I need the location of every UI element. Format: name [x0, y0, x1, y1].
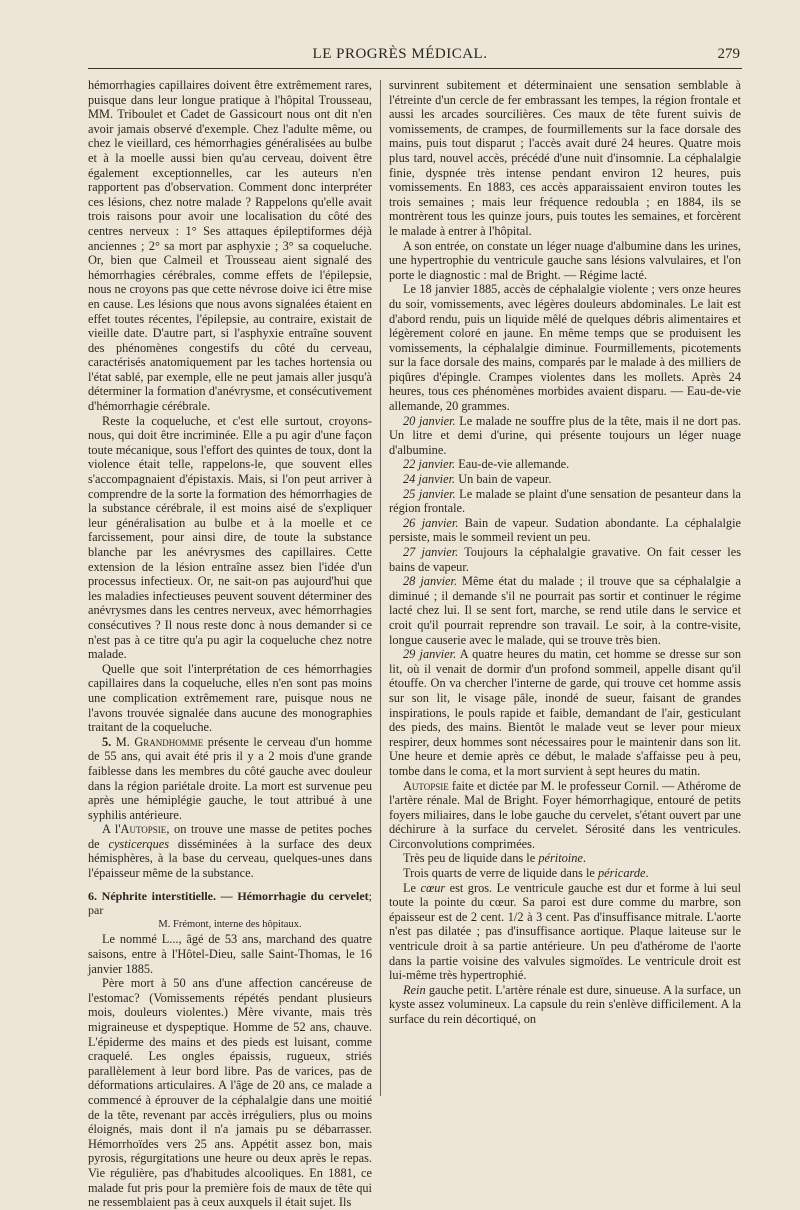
date-label: 28 janvier.	[403, 574, 458, 589]
case-number: 5.	[102, 734, 112, 749]
section-byline: M. Frémont, interne des hôpitaux.	[158, 918, 302, 930]
paragraph: 22 janvier. Eau-de-vie allemande.	[403, 457, 570, 472]
paragraph: Trois quarts de verre de liquide dans le péricarde.	[403, 866, 649, 881]
date-label: 20 janvier.	[403, 413, 456, 428]
paragraph: hémorrhagies capillaires doivent être extrêmement rares, puisque dans leur longue pratique à l'hôpital Trousseau, MM. Triboulet et Cadet de Gassicourt nous ont dit n'en avoir jamais observé d'exemple. Chez l'adulte même, ou chez le vieillard, ces hémorrhagies généralisées au bulbe et à la moelle aussi bien qu'au cerveau, doivent être également exceptionnelles, car les auteurs n'en rapportent pas d'observation. Comment donc interpréter ces lésions, chez notre malade ? Rappelons qu'elle avait trois raisons pour avoir une localisation du côté des centres nerveux : 1° Ses attaques épileptiformes déjà anciennes ; 2° sa mort par asphyxie ; 3° sa coqueluche. Or, bien que Calmeil et Trousseau aient signalé des hémorrhagies cérébrales, comme effets de l'épilepsie, nous ne croyons pas que cette névrose doive ici être mise en cause. Les lésions que nous avons signalées étaient en effet toutes récentes, l'épilepsie, au contraire, existait de vieille date. D'autre part, si l'asphyxie entraîne souvent des phénomènes congestifs du côté du cerveau, caractérisés anatomiquement par les taches hortensia ou l'état sablé, par exemple, elle ne peut jamais aller jusqu'à déterminer la formation d'anévrysme, et consécutivement d'hémorrhagie cérébrale.	[88, 78, 372, 414]
spacer	[88, 881, 372, 889]
right-column	[389, 78, 741, 1100]
paragraph: A son entrée, on constate un léger nuage d'albumine dans les urines, une hypertrophie du ventricule gauche sans lésions valvulaires, et l'on porte le diagnostic : mal de Bright. — Régime lacté.	[389, 238, 741, 282]
paragraph: survinrent subitement et déterminaient une sensation semblable à l'étreinte d'un cercle de fer embrassant les tempes, la région frontale et aussi les arcades sourcilières. Ces maux de tête furent suivis de vomissements, de crampes, de fourmillements sur la face dorsale des mains, puis tout disparut ; l'accès avait duré 24 heures. Quatre mois plus tard, nouvel accès, précédé d'une nuit d'insomnie. La céphalalgie finie, dyspnée très intense pendant environ 12 heures, puis vomissements. En 1883, ces accès apparaissaient environ toutes les trois semaines ; mais leur fréquence redoubla ; en 1884, ils se montrèrent tous les quinze jours, puis toutes les semaines, et forcèrent le malade à entrer à l'hôpital.	[389, 78, 741, 238]
header-rule	[88, 68, 742, 69]
paragraph: 29 janvier. A quatre heures du matin, cet homme se dresse sur son lit, où il venait de dormir d'un profond sommeil, appelle disant qu'il étouffe. On va chercher l'interne de garde, qui trouve cet homme assis sur son lit, le visage pâle, inondé de sueur, faisant de grandes inspirations, le pouls rapide et faible, demandant de l'air, gesticulant des pieds, des mains. Bientôt le malade veut se lever pour mieux respirer, deux hommes sont nécessaires pour le maintenir dans son lit. Une heure et demie après ce début, le malade s'affaisse peu à peu, tombe dans le coma, et la mort survient à sept heures du matin.	[389, 647, 741, 778]
paragraph: Reste la coqueluche, et c'est elle surtout, croyons-nous, qui doit être incriminée. Elle a pu agir d'une façon toute mécanique, sous l'effort des quintes de toux, dont la violence était telle, rappelons-le, que souvent elles s'accompagnaient d'épistaxis. Mais, si l'on peut arriver à comprendre de la sorte la formation des hémorrhagies de la substance cérébrale, il est moins aisé de s'expliquer leur généralisation au bulbe et à la moelle et ce farcissement, pour ainsi dire, de toute la substance blanche par les anévrysmes des capillaires. Cette extension de la lésion entraîne assez bien l'idée d'un processus infectieux. Or, ne sait-on pas aujourd'hui que les maladies infectieuses peuvent souvent déterminer des anévrysmes dans les centres nerveux, avec hémorrhagies consécutives ? Il nous reste donc à nous demander si ce n'est pas à ce titre qu'a pu agir la coqueluche chez notre malade.	[88, 413, 372, 662]
paragraph: 5. M. Grandhomme présente le cerveau d'un homme de 55 ans, qui avait été pris il y a 2 mois d'une grande faiblesse dans les membres du côté gauche avec douleur dans la région pariétale droite. La mort est survenue peu après une hémiplégie gauche, le tout attribué à une syphilis antérieure.	[88, 734, 372, 822]
paragraph: Autopsie faite et dictée par M. le professeur Cornil. — Athérome de l'artère rénale. Mal de Bright. Foyer hémorrhagique, entouré de petits foyers miliaires, dans le lobe gauche du cervelet, s'étant ouvert par une déchirure à la surface du cervelet. Sérosité dans les ventricules. Circonvolutions comprimées.	[389, 778, 741, 851]
date-label: 27 janvier.	[403, 545, 459, 559]
paragraph: 27 janvier. Toujours la céphalalgie gravative. On fait cesser les bains de vapeur.	[389, 545, 741, 574]
column-divider	[380, 80, 381, 1096]
paragraph: Quelle que soit l'interprétation de ces hémorrhagies capillaires dans la coqueluche, elles n'en sont pas moins une complication extrêmement rare, puisque nous ne l'avons trouvée signalée dans aucune des monographies traitant de la coqueluche.	[88, 661, 372, 735]
paragraph: A l'Autopsie, on trouve une masse de petites poches de cysticerques disséminées à la surface des deux hémisphères, à la base du cerveau, quelques-unes dans l'épaisseur même de la substance.	[88, 822, 372, 881]
date-label: 25 janvier.	[403, 486, 456, 501]
author-name: M. Grandhomme	[115, 734, 204, 749]
paragraph: 24 janvier. Un bain de vapeur.	[403, 472, 552, 487]
left-column	[88, 78, 372, 1210]
paragraph: 20 janvier. Le malade ne souffre plus de la tête, mais il ne dort pas. Un litre et demi d'urine, qui présente toujours un léger nuage d'albumine.	[389, 413, 741, 457]
paragraph: 26 janvier. Bain de vapeur. Sudation abondante. La céphalalgie persiste, mais le sommeil revient un peu.	[389, 515, 741, 545]
paragraph: Le 18 janvier 1885, accès de céphalalgie violente ; vers onze heures du soir, vomissements, avec légères douleurs abdominales. Le lait est d'abord rendu, puis un liquide mêlé de quelques débris alimentaires et légèrement coloré en jaune. En même temps que se produisent les vomissements, la céphalalgie diminue. Fourmillements, picotements sur la face dorsale des mains, comparés par le malade à des milliers de piqûres d'épingle. Crampes violentes dans les mollets. Après 24 heures, tous ces phénomènes morbides avaient disparu. — Eau-de-vie allemande, 20 grammes.	[389, 282, 741, 414]
date-label: 29 janvier.	[403, 647, 457, 662]
journal-title: LE PROGRÈS MÉDICAL.	[312, 46, 488, 62]
paragraph: Le cœur est gros. Le ventricule gauche est dur et forme à lui seul toute la pointe du cœur. Sa paroi est dure comme du marbre, son épaisseur est de 2 cent. 1/2 à 3 cent. Pas d'insuffisance mitrale. L'aorte n'est pas dilatée ; pas d'insuffisance aortique. Plaque laiteuse sur le ventricule droit à sa partie antérieure. Un peu d'athérome de l'aorte dans la partie voisine des valvules sigmoïdes. Le ventricule droit est lui-même très hypertrophié.	[389, 880, 741, 983]
paragraph: Père mort à 50 ans d'une affection cancéreuse de l'estomac? (Vomissements répétés pendant plusieurs mois, douleurs violentes.) Mère vivante, mais très migraineuse et dyspeptique. Homme de 52 ans, chauve. L'épiderme des mains et des pieds est luisant, comme craquelé. Les ongles épaissis, rugueux, striés parallèlement à leur bord libre. Pas de varices, pas de déformations articulaires. A l'âge de 20 ans, ce malade a commencé à éprouver de la céphalalgie dans une moitié de la tête, revenant par accès irréguliers, plus ou moins éloignés, mais dont il n'a jamais pu se débarrasser. Hémorrhoïdes vers 25 ans. Appétit assez bon, mais pyrosis, régurgitations une heure ou deux après le repas. Vie régulière, pas d'habitudes alcooliques. En 1881, ce malade fut pris pour la première fois de maux de tête qui ne ressemblaient pas à ceux auxquels il était sujet. Ils	[88, 976, 372, 1210]
paragraph: Très peu de liquide dans le péritoine.	[403, 851, 586, 866]
page-header	[0, 42, 800, 72]
paragraph: 28 janvier. Même état du malade ; il trouve que sa céphalalgie a diminué ; il demande s'il ne pourrait pas sortir et continuer le régime lacté chez lui. Il se sent fort, marche, se rend utile dans le service et croit qu'il pourrait reprendre son travail. Le soir, à la contre-visite, longue causerie avec le malade, qui se trouve très bien.	[389, 574, 741, 647]
paragraph: Le nommé L..., âgé de 53 ans, marchand des quatre saisons, entre à l'Hôtel-Dieu, salle Saint-Thomas, le 16 janvier 1885.	[88, 932, 372, 976]
date-label: 26 janvier.	[403, 515, 459, 530]
paragraph: 25 janvier. Le malade se plaint d'une sensation de pesanteur dans la région frontale.	[389, 486, 741, 516]
section-heading: 6. Néphrite interstitielle. — Hémorrhagie du cervelet; par	[88, 888, 372, 918]
paragraph: Rein gauche petit. L'artère rénale est dure, sinueuse. A la surface, un kyste assez volumineux. La capsule du rein s'enlève difficilement. A la surface du rein décortiqué, on	[389, 982, 741, 1026]
page-number: 279	[717, 46, 740, 62]
date-label: 22 janvier.	[403, 457, 456, 472]
date-label: 24 janvier.	[403, 472, 456, 487]
